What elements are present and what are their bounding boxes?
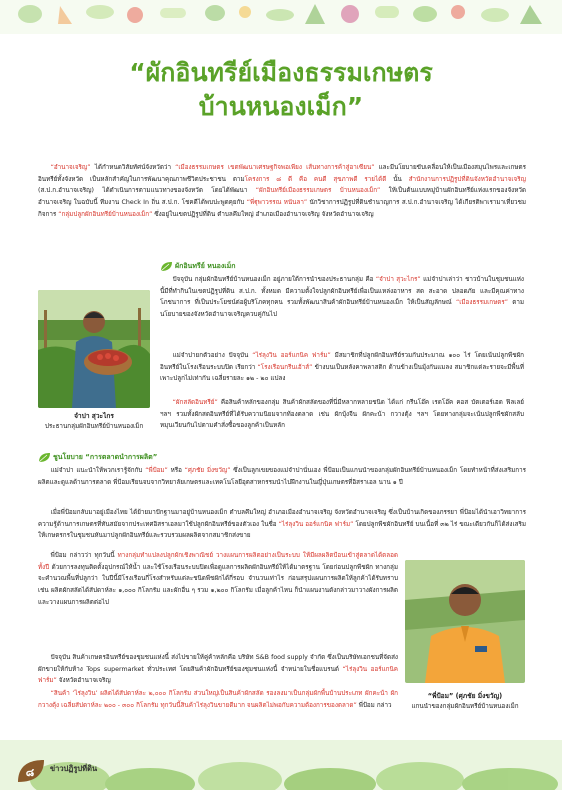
s1p1-a: ปัจจุบัน กลุ่มผักอินทรีย์บ้านหนองเม็ก อยู่ภายใต้การนำของประธานกลุ่ม คือ <box>172 276 376 283</box>
s1p1-b: “จำปา สุวะไกร” <box>375 276 421 283</box>
s2p2-c: โดยปลูกพืชผักอินทรีย์ บนเนื้อที่ ๓๒ ไร่ ขณะเดียวกันก็ได้ส่งเสริมให้เกษตรกรในชุมชนหันมาปลูกผักอินทรีย์และรวบรวมผลผลิตจากสมาชิกส่งขาย <box>38 520 526 540</box>
s2p3-c: ด้วยการลงทุนติดตั้งอุปกรณ์ให้น้ำ และใช้โรงเรือนระบบปิดเพื่อดูแลการผลิตผักอินทรีย์ให้ได้มาตรฐาน โดยก่อนปลูกพืชผัก ทางกลุ่มจะคำนวณพื้นที่ปลูกว่า ในปีนี้มีโรงเรือนกี่โรงสำหรับแต่ละชนิดพืชผักได้กี่รอบ จำนวนเท่าไร ก่อนสรุปแผนการผลิตให้ลูกค้าได้รับทราบ เช่น ผลิตผักสลัดได้สัปดาห์ละ ๑,๐๐๐ กิโลกรัม และผักอื่น ๆ รวม ๑,๒๐๐ กิโลกรัม เมื่อลูกค้าไหน ก็นำแผนงานดังกล่าวมาวางผังการผลิตและวางแผนการผลิตต่อไป <box>38 563 398 606</box>
s1p1-c: แม่จำปาเล่าว่า ชาวบ้านในชุมชนแห่งนี้มีที่ทำกินในเขตปฏิรูปที่ดิน ส.ป.ก. ทั้งหมด มีความตั้งใจปลูกผักอินทรีย์เพื่อเป็นแหล่งอาหาร สด สะอาด ปลอดภัย และมีคุณค่าทางโภชนาการ ที่เป็นประโยชน์ต่อผู้บริโภคทุกคน รวมทั้งพัฒนาสินค้าผักอินทรีย์บ้านหนองเม็ก ให้เป็นสัญลักษณ์ <box>160 276 524 307</box>
page-number: ๘ <box>25 766 35 779</box>
section2-paragraph-4 <box>38 652 398 687</box>
s1p2-c: มีสมาชิกที่ปลูกผักอินทรีย์รวมกันประมาณ ๑๐๐ ไร่ โดยเน้นปลูกพืชผักอินทรีย์ในโรงเรือนระบบปิด เรียกว่า <box>160 352 524 371</box>
s2p1-a: แม่จำปา แนะนำให้พวกเรารู้จักกับ <box>50 467 146 474</box>
section2-paragraph-1 <box>38 465 526 488</box>
vegetable-header-decoration <box>0 0 562 34</box>
photo1-caption-role: ประธานกลุ่มผักอินทรีย์บ้านหนองเม็ก <box>44 423 144 430</box>
section1-paragraph-3 <box>160 397 524 432</box>
s2p4-a: ปัจจุบัน สินค้าเกษตรอินทรีย์ของชุมชนแห่งนี้ ส่งไปขายให้คู่ค้าหลักคือ บริษัท S&B food supply จำกัด ซึ่งเป็นบริษัทเอกชนที่จัดส่งผักขายให้กับห้าง Tops supermarket ทั่วประเทศ โดยสินค้าผักอินทรีย์ของชุมชนแห่งนี้ จำหน่ายในชื่อแบรนด์ <box>38 654 398 673</box>
section1-paragraph-2 <box>160 350 524 385</box>
intro-span-12: นักวิชาการปฏิรูปที่ดินชำนาญการ ส.ป.ก.อำนาจเจริญ ได้เกียรติพาเรามาเที่ยวชมกิจการ <box>38 199 526 218</box>
section2-paragraph-2 <box>38 507 526 542</box>
intro-span-13: “กลุ่มปลูกผักอินทรีย์บ้านหนองเม็ก” <box>58 210 153 218</box>
pom-portrait-photo <box>405 560 525 683</box>
section2-heading-label: ชูนโยบาย “การตลาดนำการผลิต” <box>53 453 158 461</box>
s1p2-b: “ไร่ลุงวิน ออร์แกนิค ฟาร์ม” <box>252 352 331 359</box>
s2p1-e: ซึ่งเป็นลูกเขยของแม่จำปานั่นเอง พี่ป้อมเป็นแกนนำของกลุ่มผักอินทรีย์บ้านหนองเม็ก โดยทำหน้าที่ส่งเสริมการผลิตและดูแลด้านการตลาด พี่ป้อมเรียนจบจากวิทยาลัยเกษตรและเทคโนโลยีอุตสาหกรรมนำไปฝึกงานในญี่ปุ่นเกษตรที่อิสราเอล นาน ๑ ปี <box>38 467 526 486</box>
s2p2-b: “ไร่ลุงวิน ออร์แกนิค ฟาร์ม” <box>278 520 354 528</box>
s2p1-b: “พี่ป้อม” <box>145 467 168 474</box>
article-title <box>20 56 542 124</box>
intro-span-8: (ส.ป.ก.อำนาจเจริญ) ได้ดำเนินการตามแนวทางของจังหวัด โดยได้พัฒนา <box>38 187 256 195</box>
s1p2-a: แม่จำปายกตัวอย่าง ปัจจุบัน <box>172 352 253 359</box>
leaf-icon <box>160 261 173 272</box>
s1p2-e: ข้างบนเป็นหลังคาพลาสติก ด้านข้างเป็นมุ้งกันแมลง สมาชิกแต่ละรายจะมีพื้นที่เพาะปลูกไม่เท่ากัน เฉลี่ยรายละ ๑๒ - ๒๐ แปลง <box>160 363 524 383</box>
s2p1-d: “ศุภชัย มิ่งขวัญ” <box>184 467 231 474</box>
intro-span-1: “อำนาจเจริญ” <box>50 164 91 171</box>
section-heading-label: ผักอินทรีย์ หนองเม็ก <box>175 262 236 270</box>
leaf-icon <box>38 452 51 463</box>
intro-span-5: โครงการ ๘ ดี คือ คนดี สุขภาพดี รายได้ดี <box>244 175 387 183</box>
section-heading-organic-vegetables <box>160 261 236 272</box>
intro-span-2: ได้กำหนดวิสัยทัศน์จังหวัดว่า <box>90 164 176 171</box>
section2-paragraph-3 <box>38 550 398 609</box>
s2p4-c: จังหวัดอำนาจเจริญ <box>56 677 111 685</box>
photo2-caption-name: “พี่ป้อม” (ศุภชัย มิ่งขวัญ) <box>427 692 503 700</box>
s2p4-b: “ไร่ลุงวิน ออร์แกนิค ฟาร์ม” <box>38 665 398 685</box>
section1-paragraph-1 <box>160 274 524 321</box>
intro-span-3: “เมืองธรรมเกษตร เขตพัฒนาเศรษฐกิจพอเพียง เส้นทางการค้าสู่อาเซียน” <box>175 164 375 171</box>
s2p3-b: ทางกลุ่มทำแปลงปลูกผักเชิงพาณิชย์ วางแผนการผลิตอย่างเป็นระบบ ให้มีผลผลิตป้อนเข้าสู่ตลาดได้ตลอดทั้งปี <box>38 552 398 571</box>
s1p3-b: คือสินค้าหลักของกลุ่ม สินค้าผักสลัดของที่นี่มีหลากหลายชนิด ได้แก่ กรีนโอ๊ค เรดโอ๊ค คอส บัตเตอร์เฮด ฟิลเลย์ ฯลฯ รวมทั้งผักสดอินทรีย์ที่ได้รับความนิยมจากท้องตลาด เช่น ผักบุ้งจีน ผักคะน้า กวางตุ้ง ฯลฯ โดยทางกลุ่มจะเน้นปลูกพืชผักสลับหมุนเวียนกันไปตามคำสั่งซื้อของลูกค้าเป็นหลัก <box>160 399 524 430</box>
s1p1-d: “เมืองธรรมเกษตร” <box>455 299 508 307</box>
intro-span-11: “พี่ฐุพาวรรณ หนันลา” <box>246 199 308 207</box>
intro-span-7: สำนักงานการปฏิรูปที่ดินจังหวัดอำนาจเจริญ <box>408 175 526 183</box>
section2-paragraph-5 <box>38 688 398 711</box>
intro-span-9: “ผักอินทรีย์เมืองธรรมเกษตร บ้านหนองเม็ก” <box>255 187 381 195</box>
s1p3-a: “ผักสลัดอินทรีย์” <box>172 399 218 406</box>
intro-span-4: และมีนโยบายขับเคลื่อนให้เป็นเมืองสมุนไพรและเกษตรอินทรีย์ทั้งจังหวัด เป็นหลักสำคัญในการพัฒนาคุณภาพชีวิตประชาชน ตาม <box>38 164 526 183</box>
photo1-caption-name: จำปา สุวะไกร <box>74 412 114 420</box>
s1p2-d: “โรงเรือนกรีนเฮ้าส์” <box>257 363 313 371</box>
page-number-badge <box>16 758 46 784</box>
intro-span-10: ให้เป็นต้นแบบหมู่บ้านผักอินทรีย์แห่งแรกของจังหวัดอำนาจเจริญ ในฉบับนี้ ทีมงาน Check In ถิ่น ส.ป.ก. โชคดีได้พบปะพูดคุยกับ <box>38 187 526 207</box>
intro-span-14: ซึ่งอยู่ในเขตปฏิรูปที่ดิน ตำบลคึมใหญ่ อำเภอเมืองอำนาจเจริญ จังหวัดอำนาจเจริญ <box>152 210 374 218</box>
s2p1-c: หรือ <box>167 467 185 474</box>
group-leader-photo <box>38 290 150 408</box>
s2p3-a: พี่ป้อม กล่าวว่า ทุกวันนี้ <box>50 552 118 559</box>
footer-publication-label: ข่าวปฏิรูปที่ดิน <box>50 764 98 773</box>
s2p5-a: “สินค้า ‘ไร่ลุงวิน’ ผลิตได้สัปดาห์ละ ๒,๐๐๐ กิโลกรัม ส่วนใหญ่เป็นสินค้าผักสลัด รองลงมาเป็นกลุ่มผักพื้นบ้านประเภท ผักคะน้า ผักกวางตุ้ง เฉลี่ยสัปดาห์ละ ๒๐๐ - ๓๐๐ กิโลกรัม ทุกวันนี้สินค้าไร่ลุงวินขายดีมาก จนผลิตไม่พอกับความต้องการของตลาด” <box>38 690 398 709</box>
section-heading-market-led <box>38 452 157 463</box>
intro-span-6: นั้น <box>386 175 409 183</box>
s2p5-b: พี่ป้อม กล่าว <box>356 701 392 709</box>
title-line-2: บ้านหนองเม็ก” <box>198 92 364 121</box>
intro-paragraph <box>38 162 526 221</box>
s2p2-a: เมื่อพี่ป้อมกลับมาอยู่เมืองไทย ได้ย้ายมาปักฐานมาอยู่บ้านหนองเม็ก ตำบลคึมใหญ่ อำเภอเมืองอำนาจเจริญ จังหวัดอำนาจเจริญ ซึ่งเป็นบ้านเกิดของภรรยา พี่ป้อมได้นำเอาวิทยาการความรู้ด้านการเกษตรที่ทันสมัยจากประเทศอิสราเอลมาใช้ปลูกผักอินทรีย์ของตัวเอง ในชื่อ <box>38 509 526 528</box>
title-line-1: “ผักอินทรีย์เมืองธรรมเกษตร <box>129 58 433 87</box>
photo2-caption-role: แกนนำของกลุ่มผักอินทรีย์บ้านหนองเม็ก <box>411 703 519 710</box>
s1p1-e: ตามนโยบายของจังหวัดอำนาจเจริญควบคู่กันไป <box>160 299 525 319</box>
